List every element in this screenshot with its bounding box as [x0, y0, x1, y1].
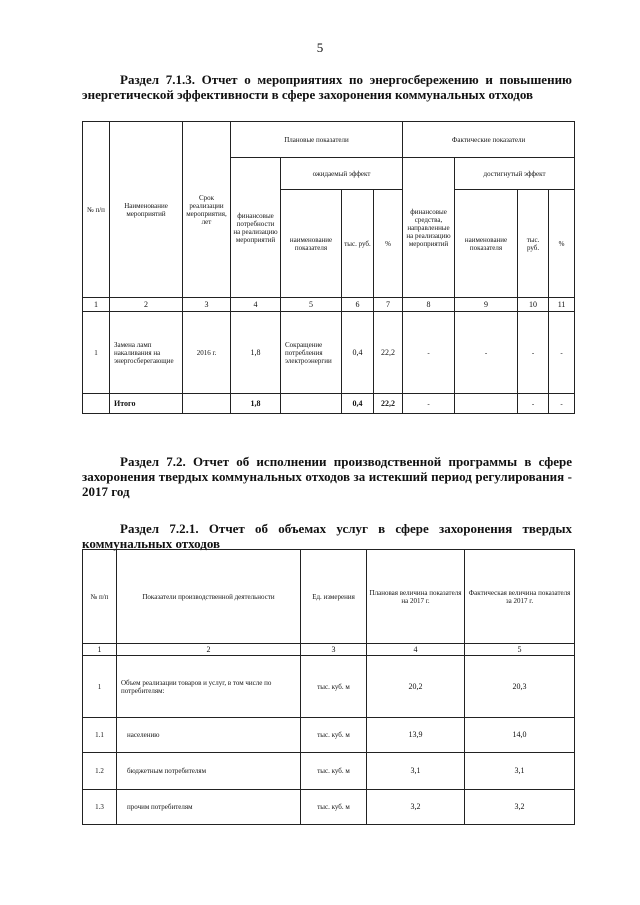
column-number-row: [83, 644, 575, 656]
row-act-name: -: [455, 312, 518, 394]
row-no: 1: [83, 312, 110, 394]
row-plan: 20,2: [367, 656, 465, 718]
header-achieved-indicator: наименование показателя: [455, 190, 518, 298]
table-row: [83, 718, 575, 753]
col-num: 2: [110, 298, 183, 312]
col-num: 4: [231, 298, 281, 312]
header-actual: Фактические показатели: [403, 122, 575, 158]
col-num: 5: [281, 298, 342, 312]
total-rub: 0,4: [342, 394, 374, 414]
total-no: [83, 394, 110, 414]
header-expected-effect: ожидаемый эффект: [281, 158, 403, 190]
total-row: [83, 394, 575, 414]
row-act-pct: -: [549, 312, 575, 394]
col-num: 11: [549, 298, 575, 312]
row-fin: 1,8: [231, 312, 281, 394]
col-num: 10: [518, 298, 549, 312]
col-num: 5: [465, 644, 575, 656]
header-measure-name: Наименование мероприятий: [110, 122, 183, 298]
header-actual: Фактическая величина показателя за 2017 г.: [465, 550, 575, 644]
header-expected-rub: тыс. руб.: [342, 190, 374, 298]
row-unit: тыс. куб. м: [301, 718, 367, 753]
col-num: 8: [403, 298, 455, 312]
header-achieved-pct: %: [549, 190, 575, 298]
header-fin-actual: финансовые средства, направленные на реализацию мероприятий: [403, 158, 455, 298]
header-achieved-rub: тыс. руб.: [518, 190, 549, 298]
row-indicator: населению: [117, 718, 301, 753]
header-expected-indicator: наименование показателя: [281, 190, 342, 298]
row-term: 2016 г.: [183, 312, 231, 394]
header-planned: Плановые показатели: [231, 122, 403, 158]
col-num: 3: [183, 298, 231, 312]
row-unit: тыс. куб. м: [301, 790, 367, 825]
col-num: 9: [455, 298, 518, 312]
table-row: [83, 312, 575, 394]
row-fact: 3,2: [465, 790, 575, 825]
header-indicator: Показатели производственной деятельности: [117, 550, 301, 644]
header-expected-pct: %: [374, 190, 403, 298]
row-no: 1.1: [83, 718, 117, 753]
col-num: 1: [83, 298, 110, 312]
header-term: Срок реализации мероприятия, лет: [183, 122, 231, 298]
row-fact: 3,1: [465, 753, 575, 790]
header-no: № п/п: [83, 550, 117, 644]
row-plan: 13,9: [367, 718, 465, 753]
row-unit: тыс. куб. м: [301, 753, 367, 790]
section-713-heading: Раздел 7.1.3. Отчет о мероприятиях по энергосбережению и повышению энергетической эффективности в сфере захоронения коммунальных отходов: [82, 72, 572, 102]
table-row: [83, 753, 575, 790]
page-number: 5: [316, 40, 324, 55]
total-label: Итого: [110, 394, 183, 414]
col-num: 1: [83, 644, 117, 656]
col-num: 2: [117, 644, 301, 656]
row-measure-name: Замена ламп накаливания на энергосберегающие: [110, 312, 183, 394]
column-number-row: [83, 298, 575, 312]
total-pct: 22,2: [374, 394, 403, 414]
header-no: № п/п: [83, 122, 110, 298]
col-num: 3: [301, 644, 367, 656]
row-effect-name: Сокращение потребления электроэнергии: [281, 312, 342, 394]
row-indicator: бюджетным потребителям: [117, 753, 301, 790]
header-fin-planned: финансовые потребности на реализацию мероприятий: [231, 158, 281, 298]
table-row: [83, 656, 575, 718]
row-fact: 20,3: [465, 656, 575, 718]
section-72-heading: Раздел 7.2. Отчет об исполнении производственной программы в сфере захоронения твердых коммунальных отходов за истекший период регулирования - 2017 год: [82, 454, 572, 499]
row-effect-pct: 22,2: [374, 312, 403, 394]
total-fin: 1,8: [231, 394, 281, 414]
row-unit: тыс. куб. м: [301, 656, 367, 718]
header-planned: Плановая величина показателя на 2017 г.: [367, 550, 465, 644]
row-effect-rub: 0,4: [342, 312, 374, 394]
service-volume-table: [82, 549, 575, 825]
total-act-rub: -: [518, 394, 549, 414]
total-act-pct: -: [549, 394, 575, 414]
table-row: [83, 790, 575, 825]
row-indicator: прочим потребителям: [117, 790, 301, 825]
total-act-fin: -: [403, 394, 455, 414]
row-indicator: Объем реализации товаров и услуг, в том числе по потребителям:: [117, 656, 301, 718]
row-fact: 14,0: [465, 718, 575, 753]
section-721-heading: Раздел 7.2.1. Отчет об объемах услуг в сфере захоронения твердых коммунальных отходов: [82, 521, 572, 551]
energy-saving-table: [82, 121, 575, 414]
row-no: 1.3: [83, 790, 117, 825]
col-num: 7: [374, 298, 403, 312]
header-unit: Ед. измерения: [301, 550, 367, 644]
total-act-name: [455, 394, 518, 414]
row-no: 1.2: [83, 753, 117, 790]
row-plan: 3,2: [367, 790, 465, 825]
col-num: 4: [367, 644, 465, 656]
row-plan: 3,1: [367, 753, 465, 790]
col-num: 6: [342, 298, 374, 312]
header-achieved-effect: достигнутый эффект: [455, 158, 575, 190]
row-act-fin: -: [403, 312, 455, 394]
total-effect-name: [281, 394, 342, 414]
row-no: 1: [83, 656, 117, 718]
total-term: [183, 394, 231, 414]
row-act-rub: -: [518, 312, 549, 394]
